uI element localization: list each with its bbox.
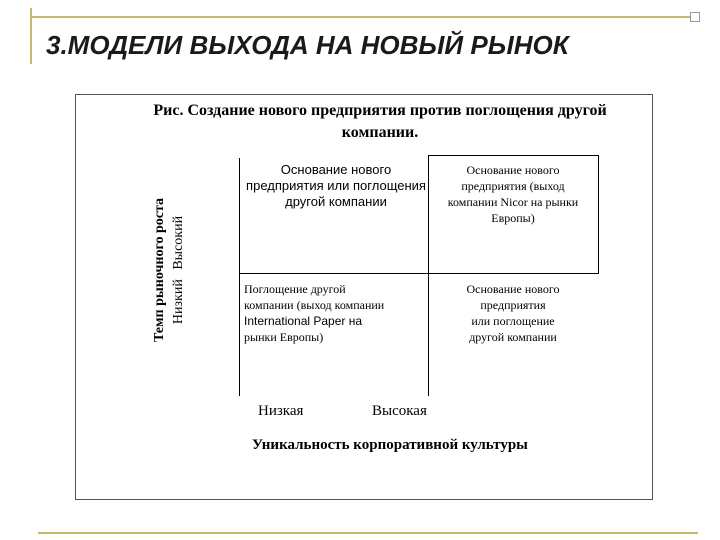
cell-text-line: Основание нового [466, 163, 560, 177]
cell-text-line: другой компании [285, 194, 387, 209]
cell-text-line: компании (выход компании [244, 298, 385, 312]
cell-bottom-left [244, 281, 426, 345]
figure-caption-line-1: Рис. Создание нового предприятия против поглощения другой [153, 102, 607, 119]
figure-caption-line-2: компании. [341, 124, 419, 141]
figure-caption [110, 100, 650, 144]
matrix-horizontal-divider [239, 273, 598, 274]
cell-text-line: предприятия [480, 298, 546, 312]
cell-text-line: International Paper на [244, 314, 363, 328]
matrix-right-border [598, 155, 599, 274]
x-axis-label: Уникальность корпоративной культуры [252, 437, 528, 453]
cell-text-line: или поглощение [471, 314, 555, 328]
y-axis-label: Темп рыночного роста [152, 197, 167, 343]
x-axis-tick-low: Низкая [258, 403, 304, 419]
cell-text-line: Европы) [491, 211, 535, 225]
cell-text-line: Основание нового [280, 162, 392, 177]
matrix-left-border [239, 158, 240, 396]
cell-text-line: предприятия или поглощения [246, 178, 426, 193]
cell-text-line: Основание нового [466, 282, 560, 296]
x-axis-tick-high: Высокая [372, 403, 427, 419]
y-axis-ticks: Низкий Высокий [171, 215, 186, 325]
decorative-bottom-line [38, 532, 698, 534]
slide-title: 3.МОДЕЛИ ВЫХОДА НА НОВЫЙ РЫНОК [46, 30, 569, 60]
cell-bottom-right [432, 281, 594, 345]
cell-text-line: предприятия (выход [461, 179, 565, 193]
cell-text-line: компании Nicor на рынки [447, 195, 579, 209]
cell-top-left [244, 162, 428, 210]
matrix-middle-divider [428, 155, 429, 396]
cell-text-line: Поглощение другой [244, 282, 346, 296]
decorative-corner-square [690, 12, 700, 22]
cell-top-right [432, 162, 594, 226]
cell-text-line: другой компании [469, 330, 557, 344]
matrix-top-border [428, 155, 598, 156]
decorative-top-line [30, 16, 690, 18]
y-axis [150, 150, 190, 390]
cell-text-line: рынки Европы) [244, 330, 324, 344]
